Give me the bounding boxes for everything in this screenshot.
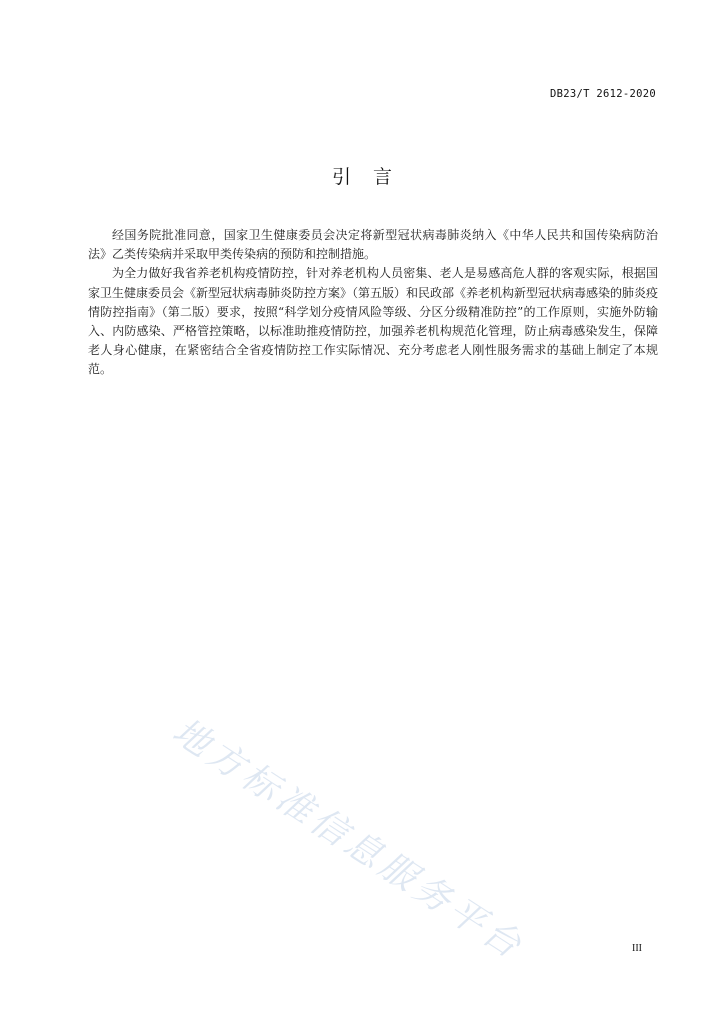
body-text [88, 226, 658, 380]
page-number: III [632, 943, 642, 954]
paragraph: 经国务院批准同意，国家卫生健康委员会决定将新型冠状病毒肺炎纳入《中华人民共和国传染病防治法》乙类传染病并采取甲类传染病的预防和控制措施。 [88, 228, 658, 262]
paragraph: 为全力做好我省养老机构疫情防控，针对养老机构人员密集、老人是易感高危人群的客观实际，根据国家卫生健康委员会《新型冠状病毒肺炎防控方案》（第五版）和民政部《养老机构新型冠状病毒感染的肺炎疫情防控指南》（第二版）要求，按照“科学划分疫情风险等级、分区分级精准防控”的工作原则，实施外防输入、内防感染、严格管控策略，以标准助推疫情防控，加强养老机构规范化管理，防止病毒感染发生，保障老人身心健康，在紧密结合全省疫情防控工作实际情况、充分考虑老人刚性服务需求的基础上制定了本规范。 [88, 266, 659, 377]
section-title: 引言 [331, 166, 414, 188]
watermark: 地方标准信息服务平台 [165, 710, 532, 969]
document-code: DB23/T 2612-2020 [550, 88, 656, 100]
